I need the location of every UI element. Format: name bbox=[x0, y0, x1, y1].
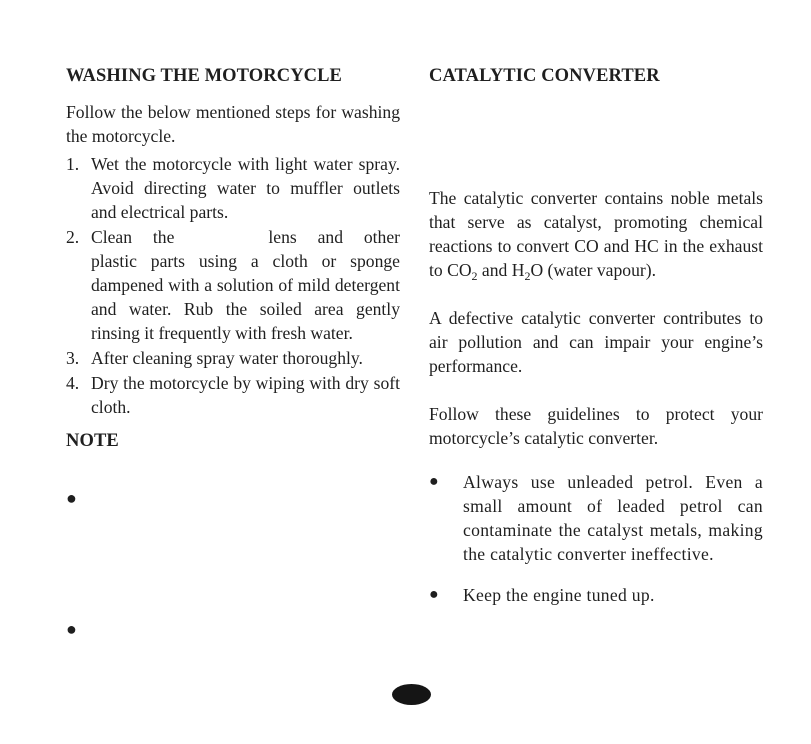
catalytic-heading: CATALYTIC CONVERTER bbox=[429, 66, 660, 86]
step-number: 2. bbox=[66, 227, 80, 247]
step-text: Wet the motorcycle with light water spray. Avoid directing water to muffler outlets and electrical parts. bbox=[91, 154, 400, 222]
bullet-icon: ● bbox=[429, 473, 439, 490]
guideline-text: Always use unleaded petrol. Even a small amount of leaded petrol can contaminate the catalyst metals, making the catalytic converter ineffective. bbox=[463, 472, 763, 564]
washing-heading: WASHING THE MOTORCYCLE bbox=[66, 66, 342, 86]
catalytic-paragraph-3: Follow these guidelines to protect your motorcycle’s catalytic converter. bbox=[429, 404, 763, 448]
p1-part-a: The catalytic converter contains noble metals that serve as catalyst, promoting chemical reactions to convert CO and HC in the exhaust to CO bbox=[429, 188, 763, 280]
washing-intro: Follow the below mentioned steps for washing the motorcycle. bbox=[66, 102, 400, 146]
guideline-item bbox=[429, 470, 763, 566]
step-number: 3. bbox=[66, 348, 80, 368]
catalytic-guidelines bbox=[429, 470, 763, 607]
step-number: 1. bbox=[66, 154, 80, 174]
bullet-icon: ● bbox=[429, 586, 439, 603]
step-1 bbox=[66, 152, 400, 224]
left-column bbox=[66, 64, 400, 453]
note-bullet-2: ● bbox=[66, 619, 77, 639]
step-4 bbox=[66, 371, 400, 419]
note-bullet-1: ● bbox=[66, 488, 77, 508]
step-text bbox=[91, 225, 400, 345]
catalytic-paragraph-2: A defective catalytic converter contributes to air pollution and can impair your engine’s performance. bbox=[429, 308, 763, 376]
note-heading: NOTE bbox=[66, 431, 119, 451]
co2-subscript: 2 bbox=[471, 269, 478, 283]
washing-steps bbox=[66, 152, 400, 419]
step-2 bbox=[66, 225, 400, 345]
guideline-text: Keep the engine tuned up. bbox=[463, 585, 655, 605]
right-column bbox=[429, 64, 763, 607]
step-2-text-rest: lens and other plastic parts using a cloth or sponge dampened with a solution of mild detergent and water. Rub the soiled area gently rinsing it frequently with fresh water. bbox=[91, 227, 400, 343]
h2o-subscript: 2 bbox=[524, 269, 531, 283]
catalytic-paragraph-1 bbox=[429, 186, 763, 282]
guideline-item bbox=[429, 583, 763, 607]
step-number: 4. bbox=[66, 373, 80, 393]
step-2-text-start: Clean the bbox=[91, 227, 175, 247]
step-text: Dry the motorcycle by wiping with dry soft cloth. bbox=[91, 373, 400, 417]
step-3 bbox=[66, 346, 400, 370]
step-text: After cleaning spray water thoroughly. bbox=[91, 348, 363, 368]
p1-part-b: and H bbox=[477, 260, 525, 280]
p1-part-c: O (water vapour). bbox=[530, 260, 656, 280]
page-number-marker bbox=[392, 684, 431, 705]
